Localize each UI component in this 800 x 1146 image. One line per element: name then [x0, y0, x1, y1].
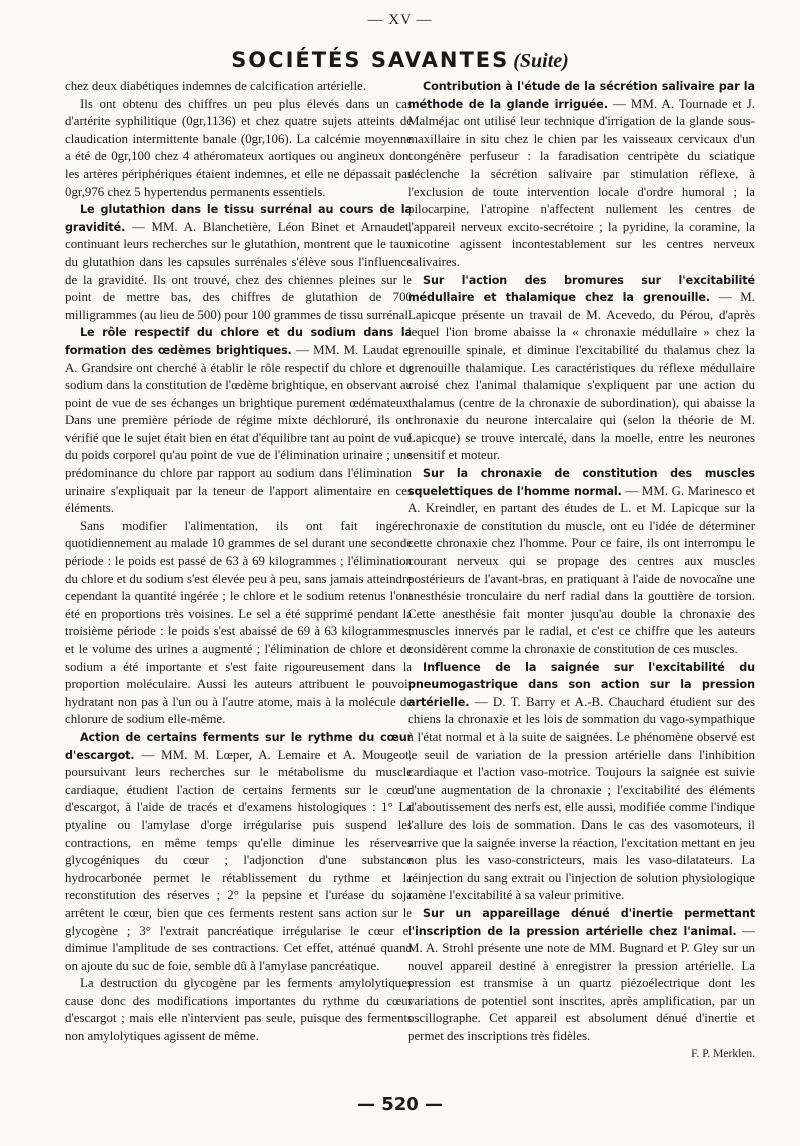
- paragraph-text: Ils ont obtenu des chiffres un peu plus élevés dans un cas d'artérite syphilitique (0gr,1136) et chez quatre sujets atteints de claudication intermittente banale (0gr,106). La calcémie moyenne a été de 0gr,100 chez 4 athéromateux aortiques ou angineux dont les artères périphériques étaient indemnes, et elle ne dépassait pas 0gr,976 chez 5 hypertendus permanents essentiels.: [65, 96, 412, 199]
- paragraph: [65, 96, 412, 202]
- section-title-suffix: (Suite): [513, 50, 569, 72]
- section-title: SOCIÉTÉS SAVANTES: [231, 48, 510, 72]
- paragraph-text: chez deux diabétiques indemnes de calcification artérielle.: [65, 79, 366, 93]
- paragraph-heading: Sur la chronaxie de constitution des muscles squelettiques de l'homme normal.: [408, 467, 755, 498]
- paragraph: [408, 272, 755, 466]
- paragraph-text: — M. Lapicque présente un travail de M. Acevedo, du Pérou, d'après lequel l'ion brome abaisse la « chronaxie médullaire » chez la grenouille spinale, et diminue l'excitabilité du thalamus chez la grenouille thalamique. Les caractéristiques du réflexe médullaire croisé chez l'animal thalamique s'expliquent par une action du thalamus (centre de la chronaxie de subordination), qui abaisse la chronaxie du neurone intercalaire qui (selon la théorie de M. Lapicque) se trouve intercalé, dans la moelle, entre les neurones sensitif et moteur.: [408, 290, 755, 463]
- paragraph-heading: Sur l'action des bromures sur l'excitabilité médullaire et thalamique chez la grenouille.: [408, 273, 755, 305]
- paragraph: [65, 729, 412, 975]
- paragraph: [65, 975, 412, 1045]
- paragraph: [65, 201, 412, 324]
- page-number: — 520 —: [356, 1094, 444, 1115]
- paragraph: [408, 465, 755, 659]
- paragraph-text: — D. T. Barry et A.-B. Chauchard étudient sur des chiens la chronaxie et les lois de sommation du vago-sympathique à l'état normal et à la suite de saignées. Le phénomène observé est le seuil de variation de la pression artérielle dans l'inhibition cardiaque et l'action vaso-motrice. Toujours la saignée est suivie d'une augmentation de la chronaxie ; l'excitabilité des éléments d'aboutissement des nerfs est, elle aussi, modifiée comme l'indique l'allure des lois de sommation. Dans le cas des vasomoteurs, il arrive que la saignée inverse la réaction, l'excitation mettant en jeu non plus les vaso-constricteurs, mais les vaso-dilatateurs. La réinjection du sang extrait ou l'injection de solution physiologique ramène l'excitabilité à sa valeur primitive.: [408, 694, 755, 903]
- right-column: [408, 78, 755, 1063]
- paragraph-heading: Le rôle respectif du chlore et du sodium dans la formation des œdèmes brightiques.: [65, 326, 412, 357]
- paragraph-text: — M. A. Strohl présente une note de MM. Bugnard et P. Gley sur un nouvel appareil destiné à enregistrer la pression artérielle. La pression est transmise à un quartz piézoélectrique dont les variations de potentiel sont inscrites, après amplification, par un oscillographe. Cet appareil est absolument dénué d'inertie et permet des inscriptions très fidèles.: [408, 923, 755, 1044]
- paragraph: [65, 324, 412, 518]
- paragraph: [408, 659, 755, 905]
- paragraph-text: — MM. A. Blanchetière, Léon Binet et Arnaudet, continuant leurs recherches sur le glutathion, montrent que le taux du glutathion dans les capsules surrénales s'élève sous l'influence de la gravidité. Ils ont trouvé, chez des chiennes pleines sur le point de mettre bas, des chiffres de glutathion de 700 milligrammes (au lieu de 500) pour 100 grammes de tissu surrénal.: [65, 219, 412, 322]
- paragraph-text: — MM. M. Lœper, A. Lemaire et A. Mougeot, poursuivant leurs recherches sur le métabolisme du muscle cardiaque, étudient l'action de certains ferments sur le cœur d'escargot, à l'aide de tracés et d'examens histologiques : 1° La ptyaline ou l'amylase d'orge irrégularise puis suspend les contractions, en même temps qu'elle diminue les réserves glycogéniques du cœur ; l'adjonction d'une substance hydrocarbonée permet le rétablissement du rythme et la reconstitution des réserves ; 2° la pepsine et l'uréase du soja arrêtent le cœur, bien que ces ferments restent sans action sur le glycogène ; 3° l'extrait pancréatique irrégularise le cœur et diminue l'amplitude de ses contractions. Cet effet, atténué quand on ajoute du suc de foie, semble dû à l'amylase pancréatique.: [65, 747, 412, 973]
- paragraph-text: — MM. G. Marinesco et A. Kreindler, en partant des études de L. et M. Lapicque sur la chronaxie de constitution du muscle, ont eu l'idée de déterminer cette chronaxie chez l'homme. Pour ce faire, ils ont interrompu le courant nerveux qui se propage des centres aux muscles postérieurs de l'avant-bras, en pratiquant à l'aide de novocaïne une anesthésie tronculaire du nerf radial dans la gouttière de torsion. Cette anesthésie fait monter jusqu'au double la chronaxie des muscles innervés par le radial, et c'est ce chiffre que les auteurs considèrent comme la chronaxie de constitution de ces muscles.: [408, 483, 755, 656]
- paragraph-text: Sans modifier l'alimentation, ils ont fait ingérer quotidiennement au malade 10 grammes de sel durant une seconde période : le poids est passé de 63 à 69 kilogrammes ; l'élimination du chlore et du sodium s'est élevée peu à peu, sans jamais atteindre cependant la quantité ingérée ; le chlore et le sodium retenus l'ont été en proportions très voisines. Le sel a été supprimé pendant la troisième période : le poids s'est abaissé de 69 à 63 kilogrammes, et le volume des urines a augmenté ; l'élimination de chlore et de sodium a été importante et s'est faite rigoureusement dans la proportion moléculaire. Aussi les auteurs attribuent le pouvoir hydratant non pas à l'un ou à l'autre atome, mais à la molécule de chlorure de sodium elle-même.: [65, 518, 412, 727]
- paragraph-heading: Action de certains ferments sur le rythme du cœur d'escargot.: [65, 730, 412, 762]
- paragraph: [408, 78, 755, 272]
- paragraph-heading: Sur un appareillage dénué d'inertie permettant l'inscription de la pression artérielle chez l'animal.: [408, 906, 755, 938]
- paragraph-heading: Influence de la saignée sur l'excitabilité du pneumogastrique dans son action sur la pression artérielle.: [408, 660, 755, 709]
- paragraph-text: — MM. M. Laudat et A. Grandsire ont cherché à établir le rôle respectif du chlore et du sodium dans la constitution de l'œdème brightique, en observant au point de vue de ses échanges un brightique purement œdémateux. Dans une première période de régime mixte déchloruré, ils ont vérifié que le sujet était bien en état d'équilibre tant au point de vue du poids corporel qu'au point de vue de l'élimination urinaire ; une prédominance du chlore par rapport au sodium dans l'élimination urinaire s'expliquait par la teneur de l'apport alimentaire en ces éléments.: [65, 342, 412, 516]
- paragraph-heading: Le glutathion dans le tissu surrénal au cours de la gravidité.: [65, 203, 412, 234]
- paragraph: [408, 905, 755, 1046]
- roman-page-number: — XV —: [367, 12, 433, 28]
- paragraph: [65, 518, 412, 729]
- left-column: [65, 78, 412, 1046]
- paragraph-heading: Contribution à l'étude de la sécrétion salivaire par la méthode de la glande irriguée.: [408, 80, 755, 111]
- paragraph-text: La destruction du glycogène par les ferments amylolytiques cause donc des modifications importantes du rythme du cœur d'escargot ; mais elle n'intervient pas seule, puisque des ferments non amylolytiques agissent de même.: [65, 976, 412, 1044]
- section-header: [0, 48, 800, 73]
- paragraph-text: — MM. A. Tournade et J. Malméjac ont utilisé leur technique d'irrigation de la glande sous-maxillaire in situ chez le chien par les vaisseaux cervicaux d'un congénère perfuseur : la faradisation centripète du sciatique déclenche la sécrétion salivaire par stimulation réflexe, à l'exclusion de toute intervention locale d'ordre humoral ; la pilocarpine, l'atropine n'affectent nullement les centres de l'appareil nerveux excito-secrétoire ; la pyridine, la coramine, la nicotine agissent incontestablement sur les centres nerveux salivaires.: [408, 96, 755, 269]
- paragraph: [65, 78, 412, 96]
- author-signature: F. P. Merklen.: [691, 1047, 755, 1060]
